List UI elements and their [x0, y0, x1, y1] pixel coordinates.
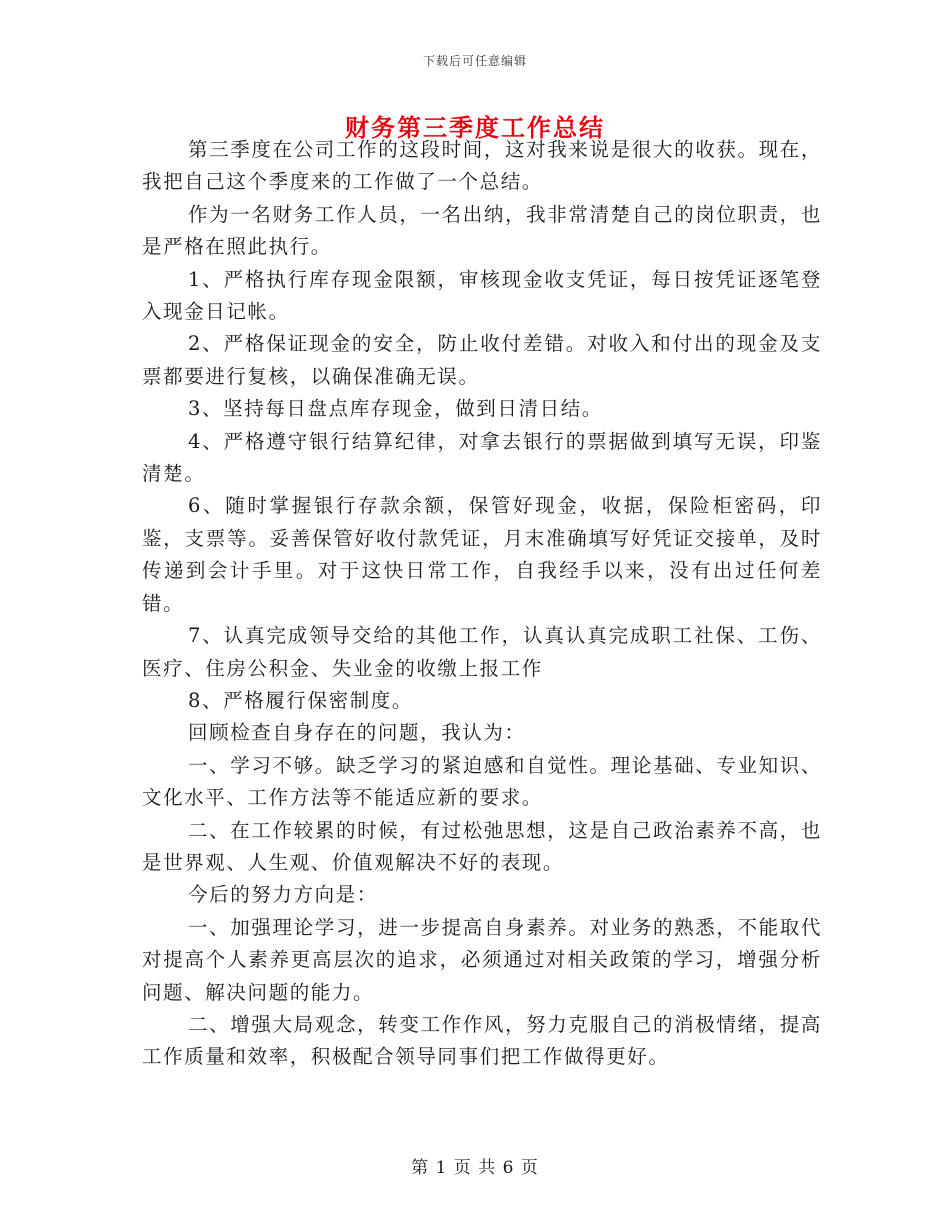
paragraph: 二、在工作较累的时候，有过松弛思想，这是自己政治素养不高，也是世界观、人生观、价值观解决不好的表现。: [142, 818, 822, 874]
paragraph: 6、随时掌握银行存款余额，保管好现金，收据，保险柜密码，印鉴，支票等。妥善保管好收付款凭证，月末准确填写好凭证交接单，及时传递到会计手里。对于这快日常工作，自我经手以来，没有出过任何差错。: [142, 494, 822, 615]
paragraph: 回顾检查自身存在的问题，我认为：: [188, 721, 526, 745]
paragraph: 今后的努力方向是：: [188, 883, 378, 907]
paragraph: 作为一名财务工作人员，一名出纳，我非常清楚自己的岗位职责，也是严格在照此执行。: [142, 202, 822, 259]
paragraph: 第三季度在公司工作的这段时间，这对我来说是很大的收获。现在，我把自己这个季度来的工作做了一个总结。: [142, 138, 822, 194]
paragraph: 3、坚持每日盘点库存现金，做到日清日结。: [188, 397, 603, 421]
paragraph: 1、严格执行库存现金限额，审核现金收支凭证，每日按凭证逐笔登入现金日记帐。: [142, 267, 822, 324]
paragraph: 7、认真完成领导交给的其他工作，认真认真完成职工社保、工伤、医疗、住房公积金、失业金的收缴上报工作: [142, 624, 822, 680]
page-number-footer: 第 1 页 共 6 页: [411, 1158, 539, 1178]
paragraph: 8、严格履行保密制度。: [188, 688, 414, 712]
paragraph: 一、加强理论学习，进一步提高自身素养。对业务的熟悉，不能取代对提高个人素养更高层次的追求，必须通过对相关政策的学习，增强分析问题、解决问题的能力。: [142, 915, 822, 1004]
paragraph: 4、严格遵守银行结算纪律，对拿去银行的票据做到填写无误，印鉴清楚。: [142, 429, 822, 486]
paragraph: 一、学习不够。缺乏学习的紧迫感和自觉性。理论基础、专业知识、文化水平、工作方法等不能适应新的要求。: [142, 753, 822, 810]
document-body: [142, 134, 822, 1074]
header-note: 下载后可任意编辑: [422, 54, 527, 68]
paragraph: 2、严格保证现金的安全，防止收付差错。对收入和付出的现金及支票都要进行复核，以确保准确无误。: [142, 332, 822, 388]
document-title: 财务第三季度工作总结: [345, 113, 605, 142]
paragraph: 二、增强大局观念，转变工作作风，努力克服自己的消极情绪，提高工作质量和效率，积极配合领导同事们把工作做得更好。: [142, 1012, 822, 1069]
